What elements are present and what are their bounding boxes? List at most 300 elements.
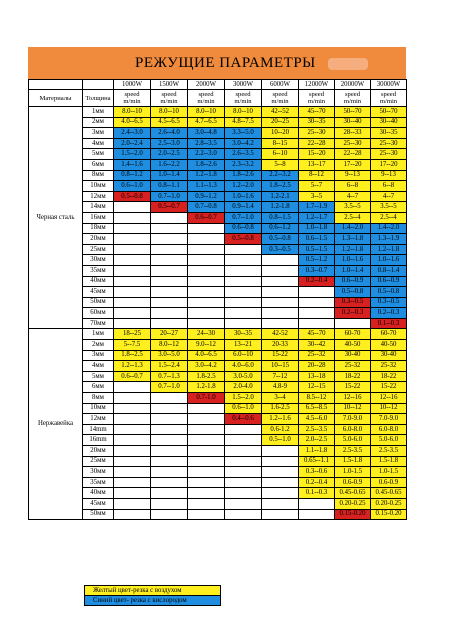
- speed-cell: 0.6--0.7: [188, 212, 225, 223]
- speed-cell: 20--28: [299, 361, 335, 372]
- speed-cell: 1.2-2.1: [262, 191, 299, 202]
- speed-cell: 13--18: [299, 371, 335, 382]
- speed-cell: 4.5--6.0: [299, 414, 335, 425]
- speed-cell: 0.2--0.3: [371, 308, 407, 319]
- speed-cell: 0.5--0.7: [151, 202, 188, 213]
- speed-cell: 25--30: [371, 149, 407, 160]
- speed-cell: 0.2--0.4: [299, 477, 335, 488]
- speed-cell: [151, 498, 188, 509]
- speed-cell: 17--20: [335, 159, 371, 170]
- speed-cell: 30--40: [335, 117, 371, 128]
- speed-cell: [262, 297, 299, 308]
- table-row: [29, 223, 407, 234]
- thickness-cell: 50мм: [83, 297, 114, 308]
- header-blank: [83, 80, 114, 90]
- speed-cell: 6--10: [262, 149, 299, 160]
- speed-cell: [151, 223, 188, 234]
- table-row: [29, 393, 407, 404]
- speed-cell: [225, 255, 262, 266]
- speed-cell: 3.0--4.2: [188, 361, 225, 372]
- speed-cell: 12--15: [299, 382, 335, 393]
- speed-cell: 1.0--1.8: [299, 223, 335, 234]
- power-30000w: 30000W: [371, 80, 407, 90]
- speed-cell: [151, 393, 188, 404]
- speed-cell: [262, 255, 299, 266]
- speed-cell: 0.9--1.4: [225, 202, 262, 213]
- thickness-header: Толщина: [83, 90, 114, 107]
- thickness-cell: 30мм: [83, 467, 114, 478]
- table-row: [29, 170, 407, 181]
- speed-cell: [114, 446, 151, 457]
- thickness-cell: 10мм: [83, 403, 114, 414]
- speed-cell: 18-22: [335, 371, 371, 382]
- speed-cell: 1.2--1.8: [335, 244, 371, 255]
- speed-cell: 13--21: [225, 340, 262, 351]
- speed-cell: [188, 509, 225, 520]
- speed-cell: 25--30: [335, 138, 371, 149]
- speed-cell: 0.9--1.2: [188, 191, 225, 202]
- speed-cell: [225, 308, 262, 319]
- legend-blue: Синий цвет- резка с кислородом: [85, 596, 221, 606]
- speed-cell: [114, 435, 151, 446]
- table-row: [29, 329, 407, 340]
- table-row: [29, 255, 407, 266]
- speed-cell: 30-40: [371, 350, 407, 361]
- speed-cell: [114, 234, 151, 245]
- speed-cell: [225, 435, 262, 446]
- speed-cell: [225, 488, 262, 499]
- thickness-cell: 50мм: [83, 509, 114, 520]
- speed-cell: [225, 446, 262, 457]
- speed-cell: [114, 212, 151, 223]
- speed-cell: 1.0-1.5: [371, 467, 407, 478]
- speed-cell: [114, 414, 151, 425]
- speed-cell: 1.3--1.9: [371, 234, 407, 245]
- header-blank: [29, 80, 83, 90]
- speed-cell: [114, 498, 151, 509]
- speed-cell: 6.5--8.5: [299, 403, 335, 414]
- speed-cell: 6.0-8.0: [371, 424, 407, 435]
- thickness-cell: 35мм: [83, 477, 114, 488]
- speed-cell: 7--12: [262, 371, 299, 382]
- speed-cell: [114, 467, 151, 478]
- speed-cell: 1.5--2.0: [225, 393, 262, 404]
- speed-cell: [151, 255, 188, 266]
- thickness-cell: 25мм: [83, 244, 114, 255]
- speed-cell: 0.6--0.9: [335, 276, 371, 287]
- table-row: [29, 308, 407, 319]
- speed-cell: 2.3--3.2: [225, 159, 262, 170]
- speed-cell: 25-32: [335, 361, 371, 372]
- table-row: [29, 202, 407, 213]
- speed-cell: 0.2--0.4: [299, 276, 335, 287]
- title-bar: [28, 47, 406, 79]
- speed-cell: [225, 467, 262, 478]
- unit-cell: speed m/min: [335, 90, 371, 107]
- table-row: [29, 149, 407, 160]
- speed-cell: [262, 446, 299, 457]
- speed-cell: 4.8--7.5: [225, 117, 262, 128]
- speed-cell: 0.15-0.20: [371, 509, 407, 520]
- table-row: [29, 287, 407, 298]
- speed-cell: [299, 308, 335, 319]
- speed-cell: [114, 287, 151, 298]
- speed-cell: [151, 488, 188, 499]
- speed-cell: [262, 498, 299, 509]
- speed-cell: 1.6--2.2: [151, 159, 188, 170]
- speed-cell: 5.0-6.0: [371, 435, 407, 446]
- speed-cell: [114, 297, 151, 308]
- speed-cell: 1.3--1.8: [335, 234, 371, 245]
- speed-cell: 2.5-3.5: [371, 446, 407, 457]
- speed-cell: 5.0-6.0: [335, 435, 371, 446]
- speed-cell: 0.7--1.0: [225, 212, 262, 223]
- speed-cell: [188, 446, 225, 457]
- speed-cell: 3--4: [262, 393, 299, 404]
- speed-cell: 2.5-3.5: [335, 446, 371, 457]
- speed-cell: [151, 456, 188, 467]
- speed-cell: [225, 276, 262, 287]
- speed-cell: 3.5--5: [335, 202, 371, 213]
- speed-cell: 8.0--10: [114, 107, 151, 118]
- speed-cell: 0.6-1.2: [262, 424, 299, 435]
- speed-cell: 0.65--1.1: [299, 456, 335, 467]
- speed-cell: 1.7--1.9: [299, 202, 335, 213]
- thickness-cell: 1мм: [83, 329, 114, 340]
- speed-cell: 6.0-8.0: [335, 424, 371, 435]
- table-body: [29, 107, 407, 520]
- power-1000w: 1000W: [114, 80, 151, 90]
- speed-cell: [335, 318, 371, 329]
- speed-cell: [188, 414, 225, 425]
- speed-cell: [188, 308, 225, 319]
- speed-cell: 0.6-0.9: [371, 477, 407, 488]
- speed-cell: 10--15: [262, 361, 299, 372]
- speed-cell: 30-40: [335, 350, 371, 361]
- speed-cell: [188, 287, 225, 298]
- table-row: [29, 446, 407, 457]
- speed-cell: 1.0--1.4: [335, 265, 371, 276]
- table-row: [29, 318, 407, 329]
- speed-cell: 0.5--1.5: [299, 244, 335, 255]
- speed-cell: 15-22: [335, 382, 371, 393]
- speed-cell: 1.8--2.5: [114, 350, 151, 361]
- speed-cell: [225, 509, 262, 520]
- speed-cell: 4.5--6.5: [151, 117, 188, 128]
- table-row: [29, 159, 407, 170]
- speed-cell: 0.7--0.8: [188, 202, 225, 213]
- speed-cell: [262, 488, 299, 499]
- speed-cell: 0.5--1.0: [262, 435, 299, 446]
- speed-cell: 2.0-4.0: [225, 382, 262, 393]
- speed-cell: 7.0-9.0: [371, 414, 407, 425]
- legend-yellow: Желтый цвет-резка с воздухом: [85, 586, 221, 596]
- speed-cell: 0.3--0.5: [262, 244, 299, 255]
- speed-cell: 0.45-0.65: [335, 488, 371, 499]
- unit-cell: speed m/min: [371, 90, 407, 107]
- speed-cell: 0.6--0.9: [371, 276, 407, 287]
- speed-cell: [151, 477, 188, 488]
- speed-cell: [114, 202, 151, 213]
- speed-cell: [188, 234, 225, 245]
- speed-cell: 8.5--12: [299, 393, 335, 404]
- speed-cell: 1.5-1.8: [335, 456, 371, 467]
- speed-cell: 3.3--5.0: [225, 128, 262, 139]
- speed-cell: 5--7.5: [114, 340, 151, 351]
- speed-cell: 2.5--4: [335, 212, 371, 223]
- speed-cell: 0.7--1.3: [151, 371, 188, 382]
- speed-cell: 45--70: [299, 107, 335, 118]
- material-label: Нержавейка: [29, 329, 83, 520]
- speed-cell: 0.8--1.4: [371, 265, 407, 276]
- speed-cell: 1.0--1.6: [371, 255, 407, 266]
- speed-cell: [262, 276, 299, 287]
- speed-cell: 30--35: [225, 329, 262, 340]
- thickness-cell: 5мм: [83, 149, 114, 160]
- speed-cell: 9--13: [371, 170, 407, 181]
- speed-cell: 10--12: [371, 403, 407, 414]
- speed-cell: [262, 318, 299, 329]
- page-title: РЕЖУЩИЕ ПАРАМЕТРЫ: [135, 54, 316, 71]
- speed-cell: [188, 318, 225, 329]
- thickness-cell: 18мм: [83, 223, 114, 234]
- thickness-cell: 1мм: [83, 107, 114, 118]
- speed-cell: 0.15-0.20: [335, 509, 371, 520]
- speed-cell: [114, 456, 151, 467]
- speed-cell: 0.1--0.3: [371, 318, 407, 329]
- speed-cell: [188, 223, 225, 234]
- speed-cell: 8.0--10: [188, 107, 225, 118]
- speed-cell: [188, 498, 225, 509]
- speed-cell: [114, 382, 151, 393]
- thickness-cell: 12мм: [83, 414, 114, 425]
- speed-cell: 1.2-1.8: [188, 382, 225, 393]
- speed-cell: 25--30: [299, 128, 335, 139]
- speed-cell: [151, 244, 188, 255]
- speed-cell: 4--7: [335, 191, 371, 202]
- title-smudge: [328, 58, 368, 70]
- speed-cell: 22--28: [299, 138, 335, 149]
- power-3000w: 3000W: [225, 80, 262, 90]
- power-1500w: 1500W: [151, 80, 188, 90]
- speed-cell: 20--27: [151, 329, 188, 340]
- table-row: [29, 456, 407, 467]
- speed-cell: 0.8--1.5: [262, 212, 299, 223]
- speed-cell: 4.0--6.5: [114, 117, 151, 128]
- legend: [84, 585, 221, 606]
- table-row: [29, 509, 407, 520]
- speed-cell: 0.7-1.0: [188, 393, 225, 404]
- speed-cell: 3.5--5: [371, 202, 407, 213]
- speed-cell: 6--8: [335, 181, 371, 192]
- thickness-cell: 8мм: [83, 393, 114, 404]
- speed-cell: 30--42: [299, 340, 335, 351]
- speed-cell: 1.4--1.6: [114, 159, 151, 170]
- speed-cell: 2.2--3.0: [188, 149, 225, 160]
- speed-cell: [114, 477, 151, 488]
- thickness-cell: 3мм: [83, 128, 114, 139]
- speed-cell: 0.2--0.3: [335, 308, 371, 319]
- speed-cell: [151, 446, 188, 457]
- speed-cell: [188, 477, 225, 488]
- speed-cell: [225, 244, 262, 255]
- speed-cell: 0.6-0.9: [335, 477, 371, 488]
- speed-cell: 9--13: [335, 170, 371, 181]
- power-20000w: 20000W: [335, 80, 371, 90]
- speed-cell: 22--28: [335, 149, 371, 160]
- speed-cell: 1.8--2.5: [262, 181, 299, 192]
- materials-header: Материалы: [29, 90, 83, 107]
- thickness-cell: 14mm: [83, 424, 114, 435]
- speed-cell: 50--70: [335, 107, 371, 118]
- speed-cell: 2.5--3.0: [151, 138, 188, 149]
- speed-cell: 1.4--2.0: [335, 223, 371, 234]
- speed-cell: [188, 403, 225, 414]
- speed-cell: 3.0--4.2: [225, 138, 262, 149]
- speed-cell: 0.6--1.2: [262, 223, 299, 234]
- thickness-cell: 3мм: [83, 350, 114, 361]
- speed-cell: 1.2--1.7: [299, 212, 335, 223]
- power-2000w: 2000W: [188, 80, 225, 90]
- speed-cell: [188, 276, 225, 287]
- speed-cell: 0.6--0.8: [225, 223, 262, 234]
- speed-cell: [114, 276, 151, 287]
- speed-cell: 0.20-0.25: [335, 498, 371, 509]
- thickness-cell: 25мм: [83, 456, 114, 467]
- speed-cell: 20--25: [262, 117, 299, 128]
- speed-cell: [262, 509, 299, 520]
- speed-cell: 50--70: [371, 107, 407, 118]
- table-row: [29, 467, 407, 478]
- table-row: [29, 191, 407, 202]
- unit-cell: speed m/min: [151, 90, 188, 107]
- speed-cell: 20-33: [262, 340, 299, 351]
- speed-cell: [114, 244, 151, 255]
- table-row: [29, 234, 407, 245]
- speed-cell: 15-22: [262, 350, 299, 361]
- speed-cell: [225, 318, 262, 329]
- speed-cell: [151, 297, 188, 308]
- speed-cell: [188, 255, 225, 266]
- table-row: [29, 350, 407, 361]
- speed-cell: 10--12: [335, 403, 371, 414]
- speed-cell: 1.8-2.5: [188, 371, 225, 382]
- speed-cell: 18--25: [114, 329, 151, 340]
- table-row: [29, 107, 407, 118]
- speed-cell: 0.5--0.8: [114, 191, 151, 202]
- speed-cell: 12--16: [371, 393, 407, 404]
- table-row: [29, 424, 407, 435]
- table-row: [29, 212, 407, 223]
- speed-cell: 28--33: [335, 128, 371, 139]
- speed-cell: 2.4--3.0: [114, 128, 151, 139]
- speed-cell: 2.8--3.5: [188, 138, 225, 149]
- speed-cell: [114, 318, 151, 329]
- thickness-cell: 14мм: [83, 202, 114, 213]
- table-row: [29, 371, 407, 382]
- speed-cell: 8.0--12: [151, 340, 188, 351]
- speed-cell: [151, 435, 188, 446]
- speed-cell: 5--7: [299, 181, 335, 192]
- speed-cell: 13--17: [299, 159, 335, 170]
- speed-cell: 1.1--1.3: [188, 181, 225, 192]
- speed-cell: [225, 287, 262, 298]
- speed-cell: 1.0-1.5: [335, 467, 371, 478]
- speed-cell: 42--52: [262, 107, 299, 118]
- speed-cell: 15-22: [371, 382, 407, 393]
- speed-cell: 0.3--0.5: [335, 297, 371, 308]
- thickness-cell: 8мм: [83, 170, 114, 181]
- table-row: [29, 382, 407, 393]
- speed-cell: 60-70: [371, 329, 407, 340]
- speed-cell: 25--30: [371, 138, 407, 149]
- speed-cell: 6.0--10: [225, 350, 262, 361]
- speed-cell: 1.2--2.0: [225, 181, 262, 192]
- speed-cell: 4.0--6.5: [188, 350, 225, 361]
- speed-cell: 25--32: [299, 350, 335, 361]
- speed-cell: [151, 403, 188, 414]
- speed-cell: 1.4--2.0: [371, 223, 407, 234]
- speed-cell: 2.5--4: [371, 212, 407, 223]
- speed-cell: 0.7--1.0: [151, 191, 188, 202]
- speed-cell: [299, 509, 335, 520]
- speed-cell: 0.5--0.8: [225, 234, 262, 245]
- speed-cell: [262, 308, 299, 319]
- speed-cell: 4--7: [371, 191, 407, 202]
- table-row: [29, 340, 407, 351]
- speed-cell: 1.8--2.6: [225, 170, 262, 181]
- speed-cell: [225, 456, 262, 467]
- speed-cell: 3.0--4.8: [188, 128, 225, 139]
- speed-cell: [225, 477, 262, 488]
- speed-cell: 0.6--1.5: [299, 234, 335, 245]
- speed-cell: 0.8--1.2: [114, 170, 151, 181]
- speed-cell: [225, 297, 262, 308]
- speed-cell: 0.6--0.7: [114, 371, 151, 382]
- thickness-cell: 60мм: [83, 308, 114, 319]
- speed-cell: [114, 403, 151, 414]
- table-row: [29, 488, 407, 499]
- speed-cell: [188, 456, 225, 467]
- speed-cell: [151, 276, 188, 287]
- speed-cell: 8--15: [262, 138, 299, 149]
- speed-cell: [225, 498, 262, 509]
- speed-cell: [114, 308, 151, 319]
- unit-cell: speed m/min: [262, 90, 299, 107]
- table-row: [29, 435, 407, 446]
- speed-cell: [151, 318, 188, 329]
- speed-cell: 0.6--1.0: [225, 403, 262, 414]
- thickness-cell: 16мм: [83, 212, 114, 223]
- speed-cell: 2.6--4.0: [151, 128, 188, 139]
- speed-cell: [262, 265, 299, 276]
- speed-cell: 0.5--1.2: [299, 255, 335, 266]
- speed-cell: 7.0-9.0: [335, 414, 371, 425]
- unit-cell: speed m/min: [188, 90, 225, 107]
- speed-cell: 30--40: [371, 117, 407, 128]
- speed-cell: 45--70: [299, 329, 335, 340]
- speed-cell: [151, 212, 188, 223]
- power-6000w: 6000W: [262, 80, 299, 90]
- legend-row-yellow: [85, 586, 221, 596]
- speed-cell: 40-50: [335, 340, 371, 351]
- speed-cell: 0.4--0.6: [225, 414, 262, 425]
- thickness-cell: 40мм: [83, 488, 114, 499]
- speed-cell: 1.8--2.6: [188, 159, 225, 170]
- unit-cell: speed m/min: [225, 90, 262, 107]
- speed-cell: 0.5--0.8: [262, 234, 299, 245]
- thickness-cell: 40мм: [83, 276, 114, 287]
